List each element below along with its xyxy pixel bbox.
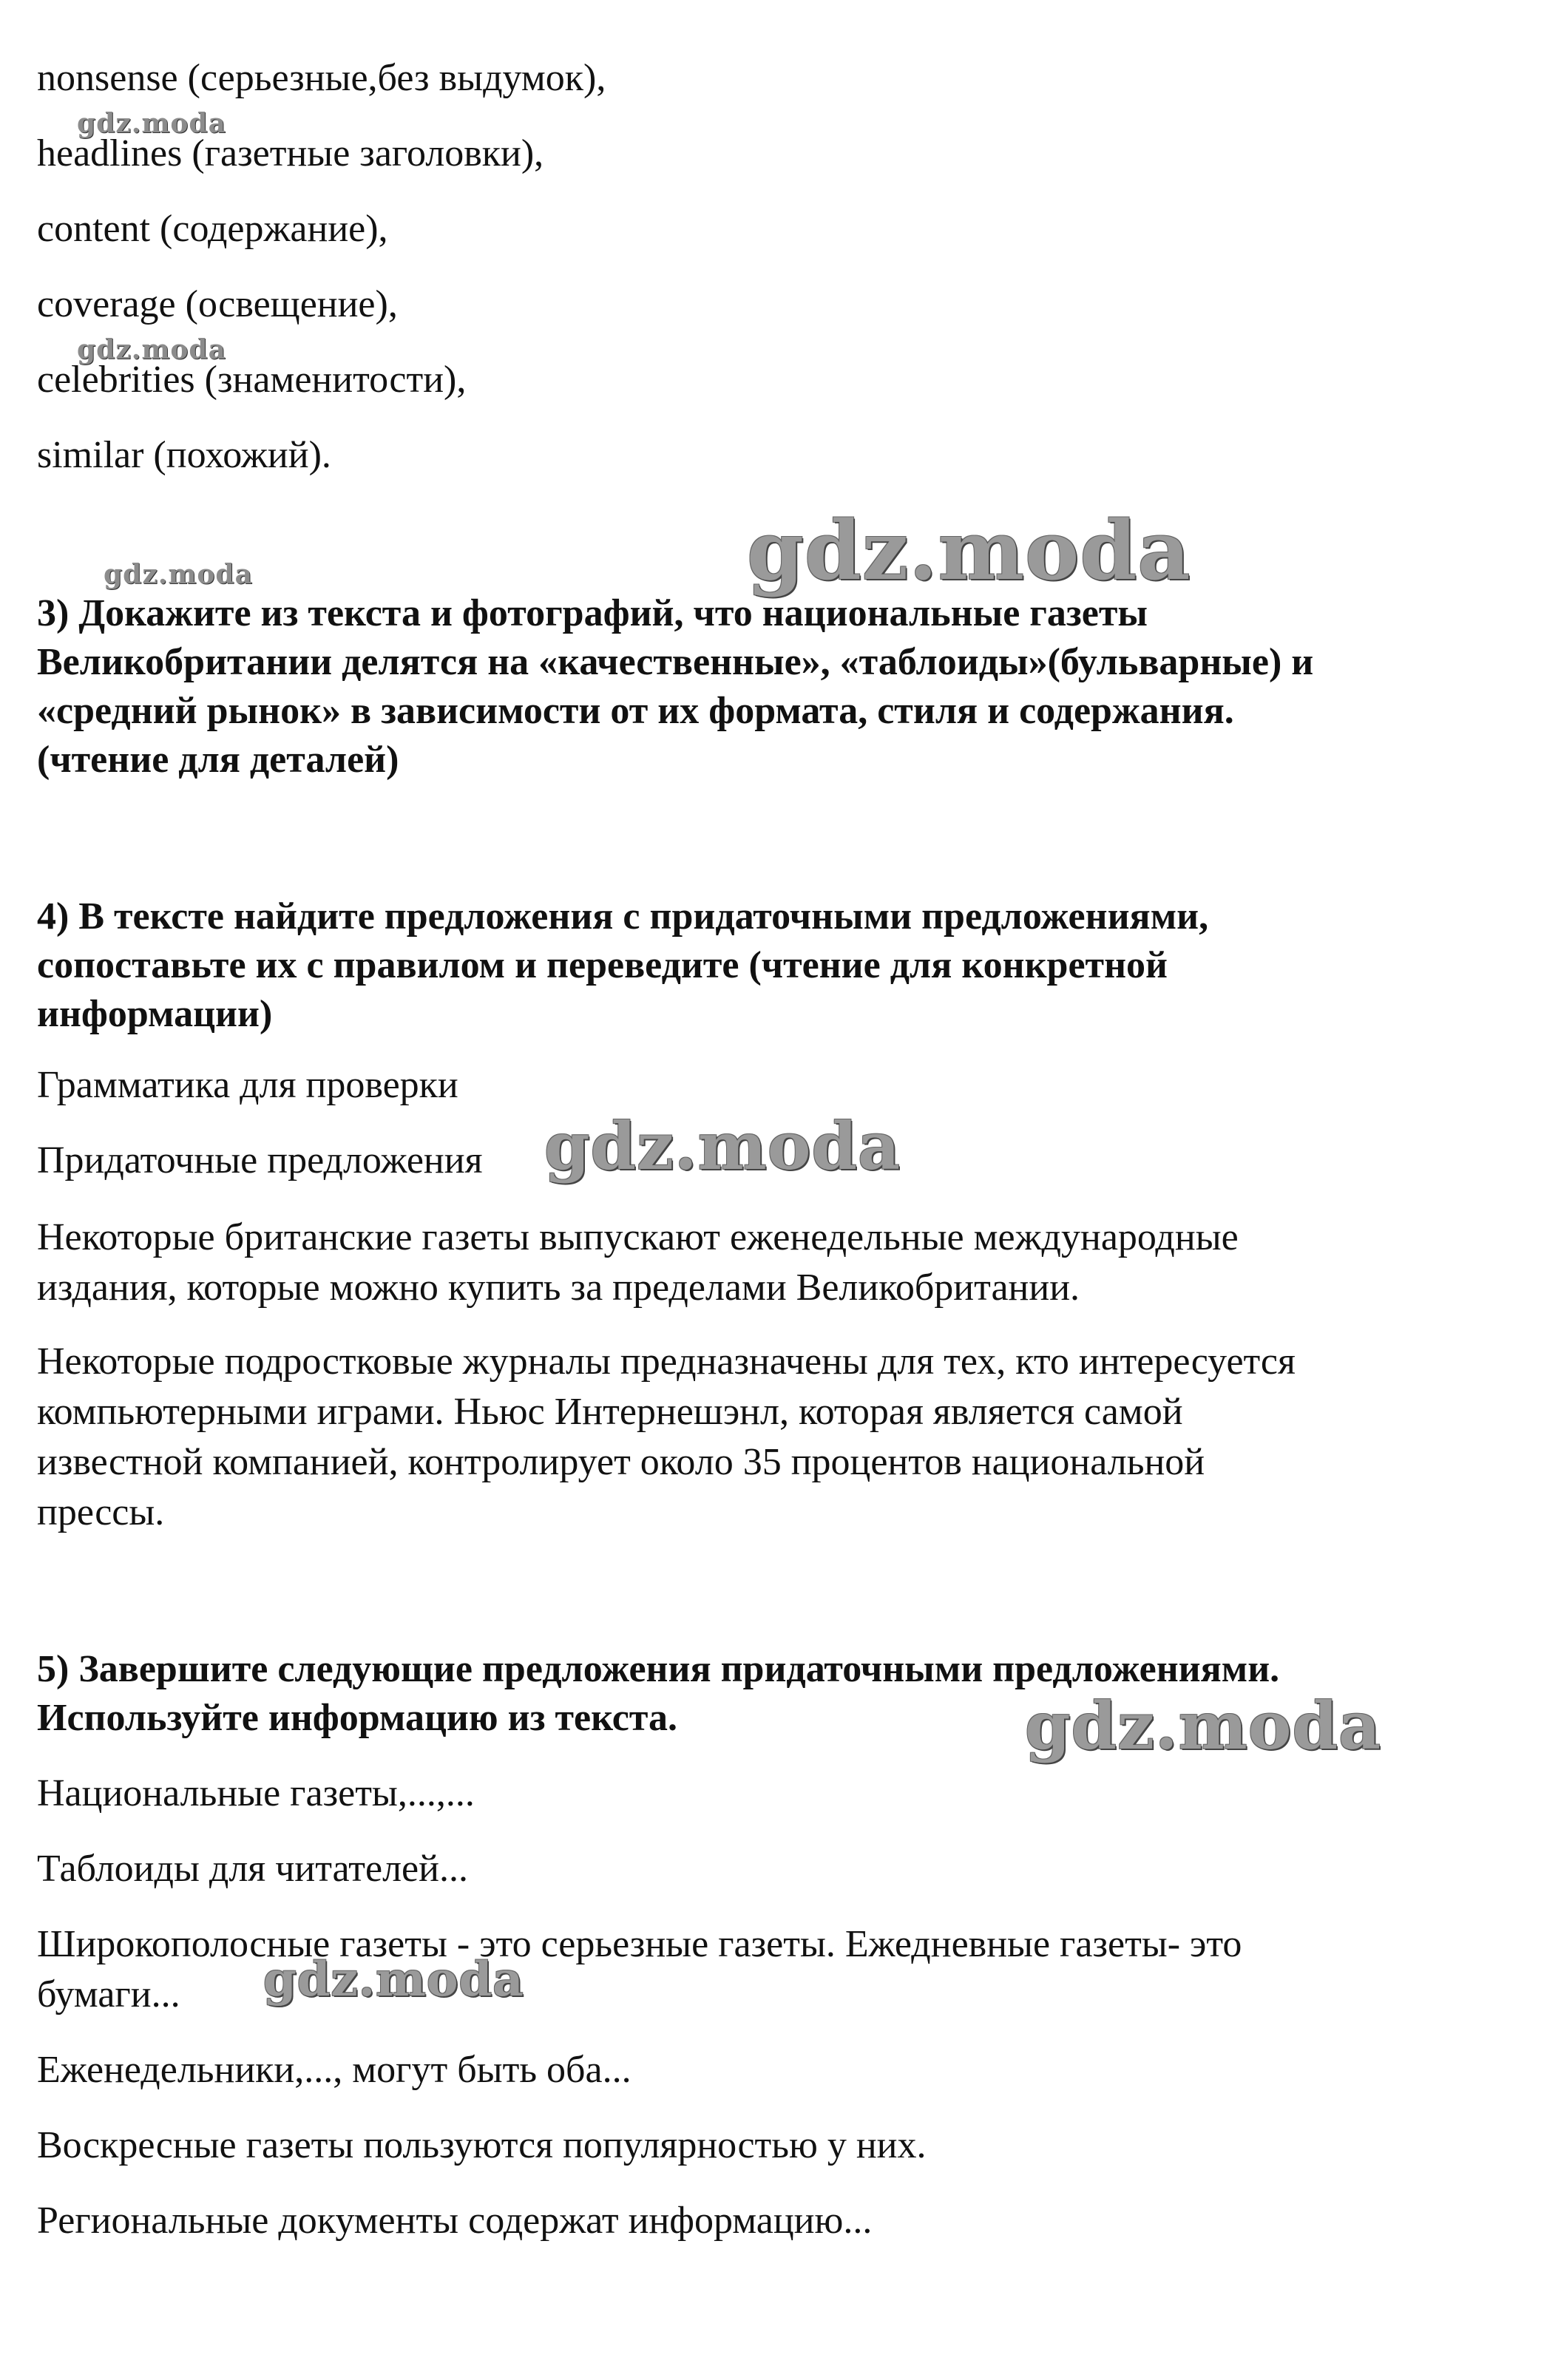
vocab-item: headlines (газетные заголовки), bbox=[37, 132, 544, 174]
task3-heading: (чтение для деталей) bbox=[37, 739, 399, 781]
sentence-line: Таблоиды для читателей... bbox=[37, 1848, 468, 1890]
watermark-logo: gdz.moda bbox=[104, 559, 253, 590]
watermark-logo: gdz.moda bbox=[747, 503, 1191, 598]
vocab-item: content (содержание), bbox=[37, 208, 388, 250]
sentence-line: Региональные документы содержат информацию... bbox=[37, 2200, 873, 2242]
watermark-logo: gdz.moda bbox=[544, 1108, 901, 1184]
vocab-item: celebrities (знаменитости), bbox=[37, 359, 467, 401]
sentence-line: Еженедельники,..., могут быть оба... bbox=[37, 2049, 632, 2091]
watermark-logo: gdz.moda bbox=[77, 334, 226, 365]
watermark-logo: gdz.moda bbox=[77, 108, 226, 139]
vocab-item: nonsense (серьезные,без выдумок), bbox=[37, 57, 606, 99]
task3-heading: «средний рынок» в зависимости от их формата, стиля и содержания. bbox=[37, 690, 1234, 732]
paragraph-line: издания, которые можно купить за пределами Великобритании. bbox=[37, 1267, 1080, 1309]
task3-heading: Великобритании делятся на «качественные», «таблоиды»(бульварные) и bbox=[37, 641, 1314, 683]
task4-heading: информации) bbox=[37, 993, 273, 1035]
task4-heading: сопоставьте их с правилом и переведите (чтение для конкретной bbox=[37, 944, 1168, 986]
sentence-line: Широкополосные газеты - это серьезные газеты. Ежедневные газеты- это bbox=[37, 1923, 1242, 1965]
vocab-item: coverage (освещение), bbox=[37, 283, 398, 325]
sentence-line: Национальные газеты,...,... bbox=[37, 1772, 475, 1814]
watermark-logo: gdz.moda bbox=[1025, 1687, 1382, 1764]
sentence-line: бумаги... bbox=[37, 1973, 180, 2015]
task5-heading: Используйте информацию из текста. bbox=[37, 1697, 678, 1739]
paragraph-line: Некоторые британские газеты выпускают еженедельные международные bbox=[37, 1216, 1239, 1258]
task4-heading: 4) В тексте найдите предложения с придаточными предложениями, bbox=[37, 895, 1209, 938]
paragraph-line: компьютерными играми. Ньюс Интернешэнл, которая является самой bbox=[37, 1391, 1183, 1433]
grammar-subtitle: Придаточные предложения bbox=[37, 1139, 483, 1181]
task5-heading: 5) Завершите следующие предложения придаточными предложениями. bbox=[37, 1648, 1280, 1690]
watermark-logo: gdz.moda bbox=[263, 1952, 524, 2007]
vocab-item: similar (похожий). bbox=[37, 434, 331, 476]
grammar-title: Грамматика для проверки bbox=[37, 1064, 458, 1106]
task3-heading: 3) Докажите из текста и фотографий, что национальные газеты bbox=[37, 592, 1148, 634]
paragraph-line: известной компанией, контролирует около 35 процентов национальной bbox=[37, 1441, 1205, 1483]
paragraph-line: Некоторые подростковые журналы предназначены для тех, кто интересуется bbox=[37, 1340, 1296, 1383]
paragraph-line: прессы. bbox=[37, 1491, 165, 1533]
sentence-line: Воскресные газеты пользуются популярностью у них. bbox=[37, 2124, 927, 2166]
